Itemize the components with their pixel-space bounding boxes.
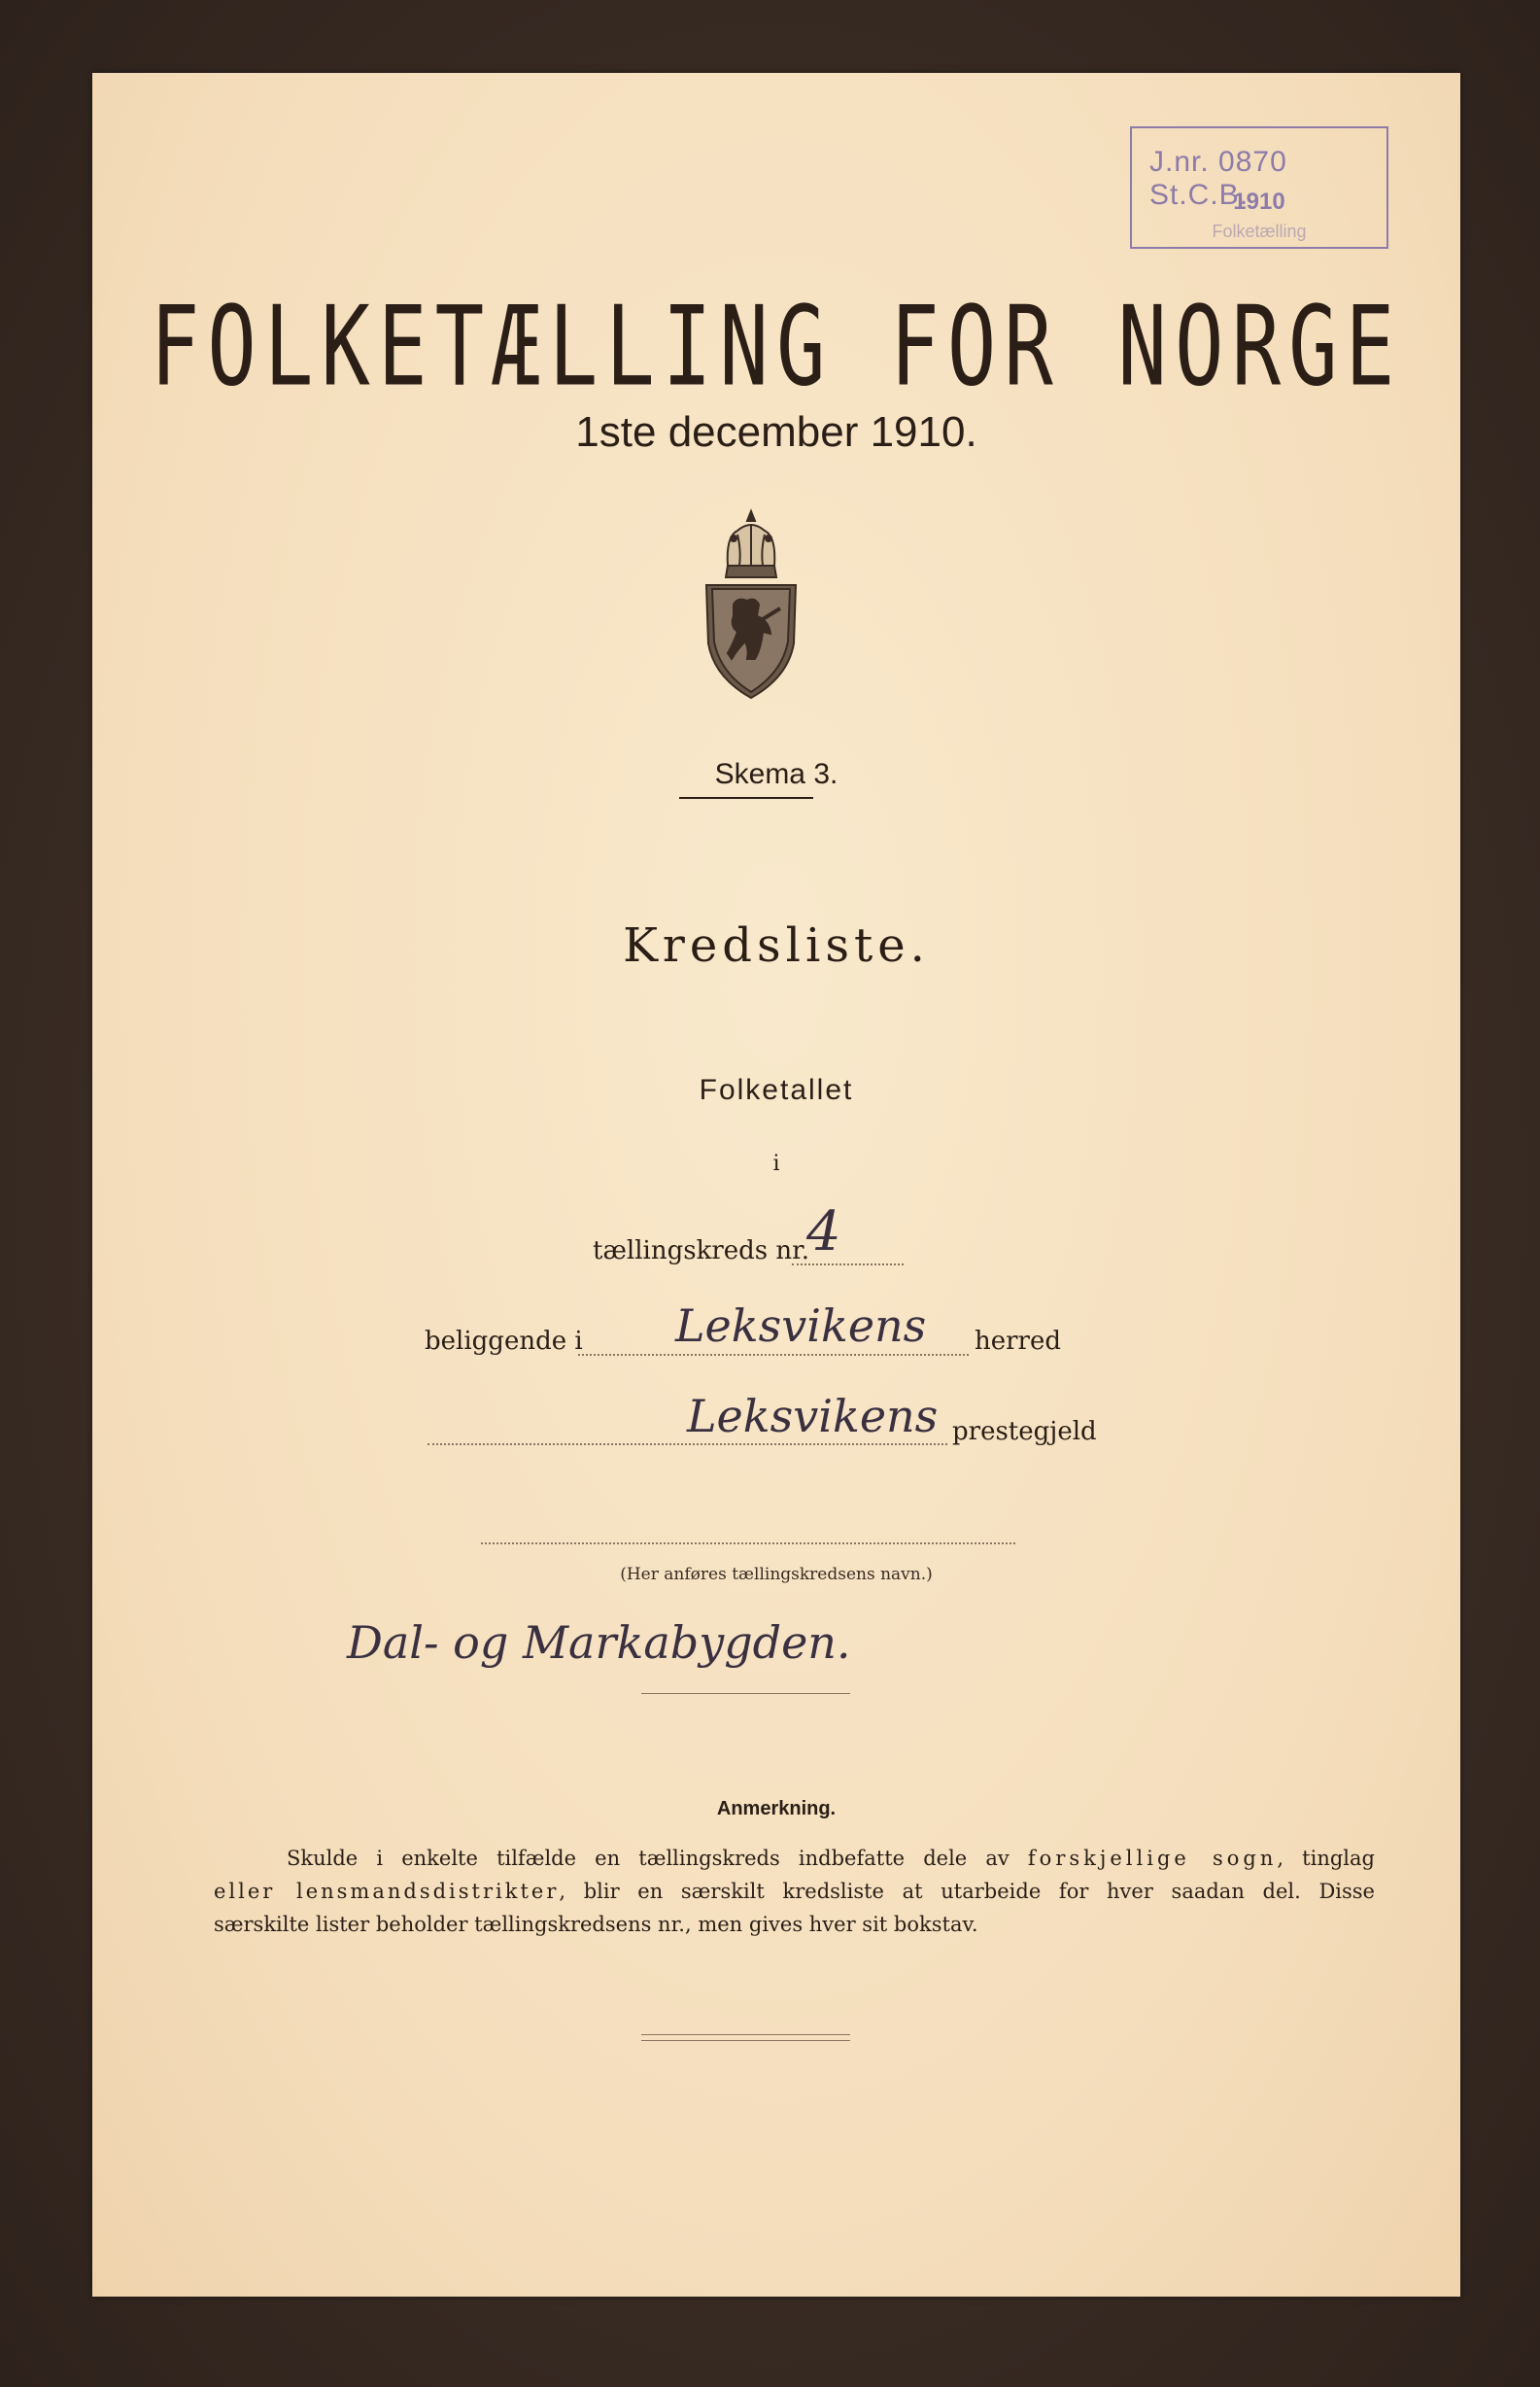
schema-number: Skema 3. <box>714 758 838 790</box>
remark-line-1-end: , tinglag <box>1277 1847 1375 1870</box>
bottom-rule-1 <box>641 2034 850 2035</box>
herred-line <box>578 1354 969 1356</box>
herred-label: herred <box>975 1327 1062 1356</box>
schema-underline <box>679 797 813 799</box>
remark-title: Anmerkning. <box>716 1798 837 1819</box>
stamp-department: Folketælling <box>1212 222 1307 241</box>
prestegjeld-line <box>428 1443 947 1445</box>
remark-line-1-start: Skulde i enkelte tilfælde en tællingskreds indbefatte dele av <box>287 1847 1010 1870</box>
remark-line-2-end: , blir en særskilt kredsliste at utarbeide for hver saadan del. Disse <box>559 1880 1375 1903</box>
prestegjeld-label: prestegjeld <box>952 1417 1097 1446</box>
kreds-name-hint: (Her anføres tællingskredsens navn.) <box>620 1565 933 1584</box>
stamp-journal-number: J.nr. 0870 St.C.B. <box>1149 146 1287 211</box>
document-title: FOLKETÆLLING FOR NORGE <box>150 282 1403 411</box>
kreds-name-line <box>481 1542 1015 1544</box>
remark-line-1-emphasis: forskjellige sogn <box>1027 1847 1278 1870</box>
bottom-rule-2 <box>641 2040 850 2041</box>
herred-value: Leksvikens <box>675 1299 927 1352</box>
kreds-number-label: tællingskreds nr. <box>593 1236 809 1265</box>
located-in-label: beliggende i <box>425 1327 583 1356</box>
prestegjeld-value: Leksvikens <box>687 1390 939 1442</box>
remark-line-2-emphasis: eller lensmandsdistrikter <box>214 1880 560 1903</box>
stamp-year: 1910 <box>1233 189 1285 215</box>
remark-line-1 <box>214 1842 1375 1875</box>
census-date: 1ste december 1910. <box>575 408 977 456</box>
kreds-number-line <box>792 1263 904 1265</box>
kreds-number-value: 4 <box>806 1200 841 1263</box>
remark-line-3: særskilte lister beholder tællingskredsens nr., men gives hver sit bokstav. <box>214 1913 978 1936</box>
kreds-name-value: Dal- og Markabygden. <box>347 1616 851 1669</box>
preposition-i: i <box>772 1152 780 1176</box>
registry-stamp <box>1130 126 1388 249</box>
norwegian-coat-of-arms-icon <box>699 507 804 702</box>
population-label: Folketallet <box>699 1074 854 1106</box>
divider-rule <box>641 1693 850 1694</box>
remark-line-2 <box>214 1875 1375 1908</box>
census-form-page <box>92 73 1460 2297</box>
form-heading: Kredsliste. <box>623 918 930 973</box>
remark-text <box>214 1842 1375 1941</box>
